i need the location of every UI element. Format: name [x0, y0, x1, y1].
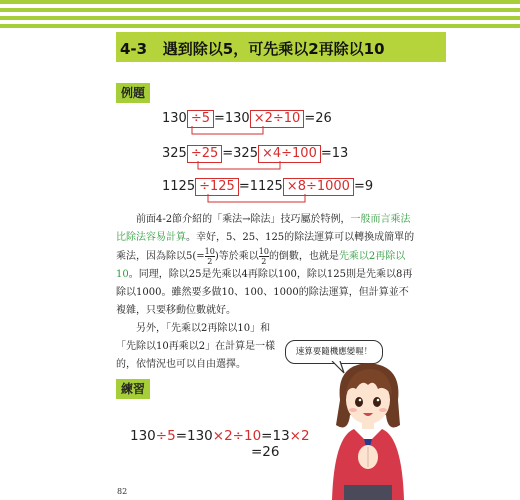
connector-arrow — [160, 194, 360, 208]
example-label: 例題 — [116, 83, 150, 103]
top-stripe — [0, 0, 520, 4]
example-equation-3: 1125 ÷125 =1125 ×8÷1000 =9 — [162, 179, 374, 194]
top-stripe — [0, 24, 520, 28]
section-number: 4-3 — [120, 40, 148, 58]
section-title-text: 遇到除以5，可先乘以2再除以10 — [162, 40, 385, 58]
page-number: 82 — [117, 487, 128, 496]
girl-illustration — [318, 355, 418, 500]
top-stripe — [0, 16, 520, 20]
practice-equation-line-1: 130÷5=130×2÷10=13×2 — [130, 428, 310, 444]
section-title — [120, 38, 385, 59]
example-equation-2: 325 ÷25 =325 ×4÷100 =13 — [162, 146, 349, 161]
connector-arrow — [160, 126, 300, 140]
body-paragraph-1: 前面4-2節介紹的「乘法→除法」技巧屬於特例，一般而言乘法比除法容易計算。幸好，5、25、125的除法運算可以轉換成簡單的乘法，因為除以5(= $\frac{10}{2}$ )等於乘以 $\frac{10}{2}$ 的倒數，也就是先乘以2再除以10。同理，除以25是先乘以4再除以100，除以125則是先乘以8再除以1000。雖然要多做10、100、1000的除法運算，但計算並不複雜，只要移動位數就好。 — [116, 214, 415, 316]
practice-equation-line-2: =26 — [251, 444, 280, 460]
connector-arrow — [160, 161, 320, 175]
example-equation-1: 130 ÷5 =130 ×2÷10 =26 — [162, 111, 332, 126]
top-stripe — [0, 8, 520, 12]
body-paragraph-2: 另外，「先乘以2再除以10」和「先除以10再乘以2」在計算是一樣的，依情況也可以自由選擇。 — [116, 323, 276, 370]
practice-label: 練習 — [116, 379, 150, 399]
speech-bubble: 速算要隨機應變喔！ — [285, 340, 383, 364]
